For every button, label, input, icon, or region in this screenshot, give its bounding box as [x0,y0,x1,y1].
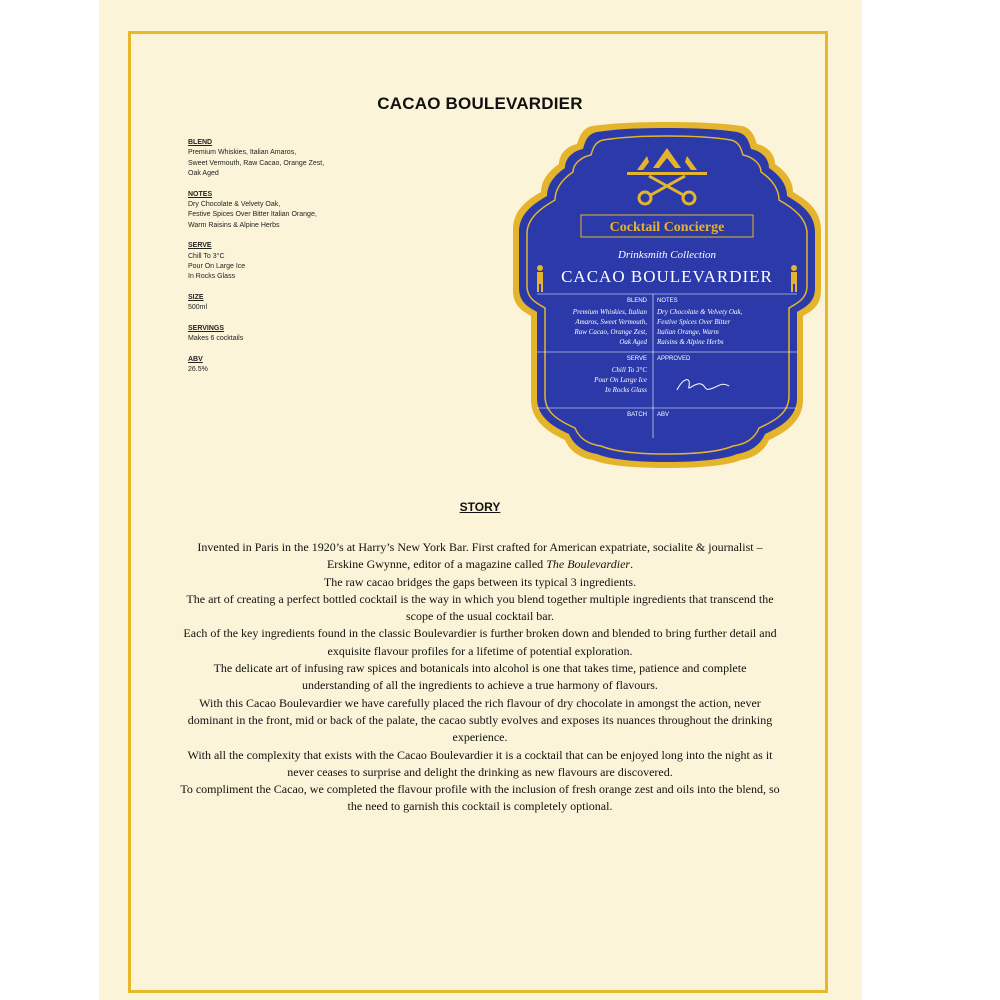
label-text-line: Raisins & Alpine Herbs [657,338,724,346]
page-title: CACAO BOULEVARDIER [377,94,583,113]
story-paragraph [180,660,780,695]
spec-size [188,293,358,314]
label-collection: Drinksmith Collection [617,249,717,261]
story-text: The raw cacao bridges the gaps between its typical 3 ingredients. [323,574,637,589]
label-name: CACAO BOULEVARDIER [561,267,773,286]
spec-line: 26.5% [188,365,208,373]
story-text: With all the complexity that exists with the Cacao Boulevardier it is a cocktail that can be enjoyed long into the night as it never ceases to surprise and delight the drinking as new flavours are discovered. [187,747,773,779]
spec-line: Chill To 3°C [188,252,225,260]
spec-line: Premium Whiskies, Italian Amaros, [188,149,297,157]
spec-blend [188,138,358,180]
label-blend-heading: BLEND [626,298,647,304]
story-paragraph [180,625,780,660]
label-batch-heading: BATCH [627,412,647,418]
label-text-line: Festive Spices Over Bitter [657,318,731,326]
label-serve-heading: SERVE [626,356,647,362]
spec-line: Warm Raisins & Alpine Herbs [188,221,280,229]
story-paragraph [180,539,780,574]
label-notes-heading: NOTES [657,298,678,304]
spec-heading: ABV [188,355,203,363]
label-approved-heading: APPROVED [657,356,691,362]
spec-line: Festive Spices Over Bitter Italian Orange, [188,211,317,219]
label-text-line: Premium Whiskies, Italian [572,308,647,316]
spec-heading: SIZE [188,293,204,301]
story-text: To compliment the Cacao, we completed the flavour profile with the inclusion of fresh orange zest and oils into the blend, so the need to garnish this cocktail is completely optional. [180,782,780,814]
spec-line: In Rocks Glass [188,273,236,281]
story-text: The art of creating a perfect bottled cocktail is the way in which you blend together multiple ingredients that transcend the scope of the usual cocktail bar. [186,591,774,624]
story-paragraph [180,591,780,626]
story-text: With this Cacao Boulevardier we have carefully placed the rich flavour of dry chocolate in amongst the action, never dominant in the front, mid or back of the palate, the cacao subtly evolves and exposes its nuances throughout the drinking experience. [187,695,773,745]
story-text: . [630,557,634,572]
story-emphasis: The Boulevardier [546,557,631,572]
label-abv-heading: ABV [657,412,670,418]
label-text-line: Dry Chocolate & Velvety Oak, [657,308,743,316]
story-paragraph [180,747,780,782]
spec-abv [188,355,358,376]
label-text-line: Raw Cacao, Orange Zest, [574,328,647,336]
spec-heading: SERVE [188,242,212,250]
spec-heading: SERVINGS [188,324,225,332]
story-text: Invented in Paris in the 1920’s at Harry’s New York Bar. First crafted for American expatriate, socialite & journalist – Erskine Gwynne, editor of a magazine called [197,540,763,572]
label-text-line: Chill To 3°C [611,366,647,374]
label-brand: Cocktail Concierge [609,220,725,235]
story-text: Each of the key ingredients found in the classic Boulevardier is further broken down and blended to bring further detail and exquisite flavour profiles for a lifetime of potential exploration. [183,626,777,658]
spec-line: Oak Aged [188,170,219,178]
story-paragraph [180,695,780,747]
label-text-line: In Rocks Glass [605,386,647,394]
label-text-line: Pour On Large Ice [594,376,647,384]
bottle-label-graphic [507,120,827,470]
story-body [180,539,780,816]
story-text: The delicate art of infusing raw spices and botanicals into alcohol is one that takes time, patience and complete understanding of all the ingredients to achieve a true harmony of flavours. [213,661,747,693]
label-text-line: Amaros, Sweet Vermouth, [575,318,647,326]
spec-servings [188,324,358,345]
spec-notes [188,190,358,232]
spec-serve [188,241,358,283]
spec-line: Sweet Vermouth, Raw Cacao, Orange Zest, [188,159,325,167]
spec-line: Pour On Large Ice [188,263,246,271]
label-text-line: Oak Aged [619,338,647,346]
spec-line: Makes 6 cocktails [188,335,244,343]
bottle-label [507,120,827,470]
label-text-line: Italian Orange, Warm [657,328,719,336]
spec-line: 500ml [188,304,208,312]
story-paragraph [180,574,780,591]
spec-heading: NOTES [188,190,213,198]
spec-line: Dry Chocolate & Velvety Oak, [188,201,281,209]
spec-list [188,138,358,385]
spec-heading: BLEND [188,139,213,146]
story-paragraph [180,781,780,816]
story-heading: STORY [459,500,501,514]
